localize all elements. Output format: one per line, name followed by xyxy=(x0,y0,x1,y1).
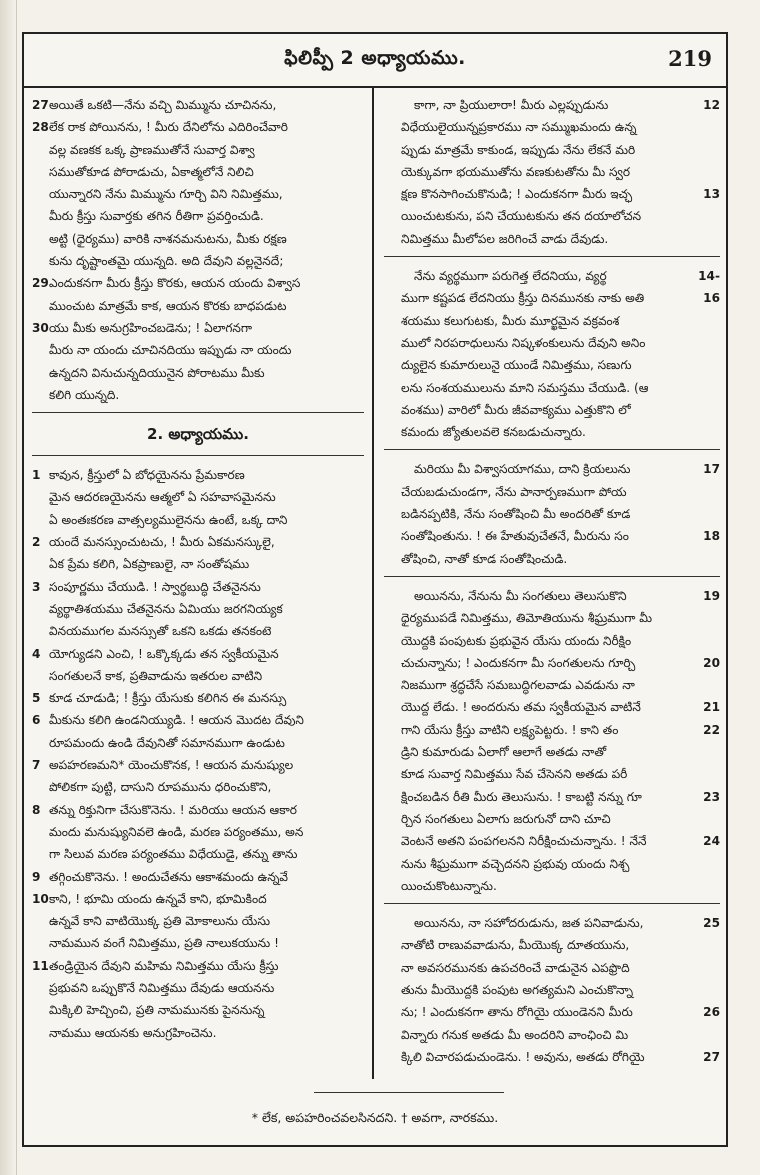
verse-text: ఎందుకనగా మీరు క్రీస్తు కొరకు, ఆయన యందు విశ్వాస xyxy=(49,276,301,291)
verse-number: 29 xyxy=(32,276,49,291)
text-line xyxy=(32,776,364,798)
text-line xyxy=(32,843,364,865)
verse-block-17-18 xyxy=(384,458,720,569)
text-line xyxy=(32,94,364,116)
verse-text: ఉన్నవే కాని వాటియొక్క ప్రతి మోకాలును యేసు xyxy=(49,914,271,929)
verse-text: యందే మనస్సుంచుటచు, ! మీరు ఏకమనస్కులై, xyxy=(49,535,275,550)
verse-text: వ్యర్థాతిశయము చేతనైనను ఏమియు జరగనియ్యక xyxy=(49,601,283,616)
verse-number: 3 xyxy=(32,579,41,594)
verse-text: కాగా, నా ప్రియులారా! మీరు ఎల్లప్పుడును xyxy=(414,98,609,112)
verse-text: యున్నారని నేను మిమ్మును గూర్చి విని నిమిత్తము, xyxy=(49,187,283,202)
text-line xyxy=(32,754,364,776)
verse-text: చుచున్నాను; ! ఎందుకనగా మీ సంగతులను గూర్చి xyxy=(401,655,636,670)
page-number: 219 xyxy=(668,46,712,71)
verse-text: కూడ సువార్త నిమిత్తము సేవ చేసెనని అతడు పరీ xyxy=(401,767,628,782)
text-line xyxy=(384,377,720,399)
verse-number: 16 xyxy=(703,291,720,306)
verse-number: 19 xyxy=(703,588,720,603)
text-line xyxy=(32,116,364,138)
verse-number: 10 xyxy=(32,891,49,906)
section-divider xyxy=(384,449,720,450)
text-line xyxy=(384,503,720,525)
text-line xyxy=(384,183,720,205)
text-line xyxy=(384,1024,720,1046)
verse-number: 14- xyxy=(698,269,720,284)
text-line xyxy=(32,932,364,954)
verse-block-ch2 xyxy=(32,464,364,1044)
verse-text: ప్రభువని ఒప్పుకొనే నిమిత్తము దేవుడు ఆయనను xyxy=(49,980,275,995)
text-line xyxy=(32,687,364,709)
text-line xyxy=(32,910,364,932)
verse-block-14-16 xyxy=(384,265,720,443)
text-line xyxy=(384,674,720,696)
section-divider xyxy=(384,576,720,577)
verse-number: 11 xyxy=(32,958,49,973)
verse-text: వంశము) వారిలో మీరు జీవవాక్యము ఎత్తుకొని లో xyxy=(401,402,631,417)
text-line xyxy=(32,999,364,1021)
text-line xyxy=(32,228,364,250)
verse-text: పోలికగా పుట్టి, దాసుని రూపమును ధరించుకొని, xyxy=(49,780,272,795)
verse-text: యెక్కువగా భయముతోను వణకుటతోను మీ స్వర xyxy=(401,164,631,179)
text-line xyxy=(384,808,720,830)
text-line xyxy=(384,354,720,376)
verse-text: ఉన్నదని వినుచున్నదియునైన పోరాటము మీకు xyxy=(49,365,265,380)
verse-text: అట్టి (ధైర్యము) వారికి నాశనమనుటను, మీకు రక్షణ xyxy=(49,231,287,246)
footnote: * లేక, అపహరించవలసినదని. † అవగా, నారకము. xyxy=(251,1110,499,1125)
verse-text: ములో నిరపరాధులును నిష్కళంకులును దేవుని అనిం xyxy=(401,335,646,350)
verse-number: 20 xyxy=(703,655,720,670)
verse-text: డ్రిని కుమారుడు ఏలాగో ఆలాగే అతడు నాతో xyxy=(401,745,607,760)
text-line xyxy=(32,1022,364,1044)
footnote-rule xyxy=(314,1092,504,1093)
verse-number: 18 xyxy=(703,529,720,544)
text-line xyxy=(32,161,364,183)
text-line xyxy=(384,421,720,443)
verse-number: 25 xyxy=(703,916,720,931)
verse-text: విధేయులైయున్నప్రకారము నా సమ్ముఖమందు ఉన్న xyxy=(401,120,637,135)
verse-text: అపహరణమని* యెంచుకొనక, ! ఆయన మనుష్యుల xyxy=(49,758,294,773)
verse-text: మీరు క్రీస్తు సువార్తకు తగిన రీతిగా ప్రవర్తించుడి. xyxy=(49,209,264,224)
verse-text: నిజముగా శ్రద్ధచేసే సమబుద్ధిగలవాడు ఎవడును నా xyxy=(401,678,635,693)
text-line xyxy=(32,821,364,843)
text-line xyxy=(384,139,720,161)
text-line xyxy=(384,161,720,183)
verse-text: యు మీకు అనుగ్రహించబడెను; ! ఏలాగనగా xyxy=(49,320,253,335)
verse-block-25-27 xyxy=(384,912,720,1068)
verse-text: లను సంశయములును మాని సమస్తము చేయుడి. (ఆ xyxy=(401,380,649,395)
text-line xyxy=(32,250,364,272)
book-page xyxy=(22,32,728,1147)
verse-text: మిక్కిలి హెచ్చించి, ప్రతి నామమునకు పైననున్న xyxy=(49,1003,265,1018)
verse-text: సముతోకూడ పోరాడుచు, ఏకాత్మలోనే నిలిచి xyxy=(49,164,254,179)
text-line xyxy=(32,665,364,687)
text-line xyxy=(384,853,720,875)
verse-text: కును దృష్టాంతమై యున్నది. అది దేవుని వల్లనైనదే; xyxy=(49,254,284,269)
text-line xyxy=(32,464,364,486)
text-line xyxy=(32,866,364,888)
text-line xyxy=(384,719,720,741)
verse-number: 23 xyxy=(703,789,720,804)
verse-text: ఏక ప్రేమ కలిగి, ఏకప్రాణులై, నా సంతోషము xyxy=(49,557,250,572)
text-line xyxy=(32,553,364,575)
verse-text: నేను వ్యర్థముగా పరుగెత్త లేదనియు, వ్యర్థ xyxy=(414,269,607,284)
verse-text: తోషించి, నాతో కూడ సంతోషించుడి. xyxy=(401,551,568,566)
right-column xyxy=(376,88,728,1079)
verse-text: ర్చిన సంగతులు ఏలాగు జరుగునో దాని చూచి xyxy=(401,811,611,826)
text-line xyxy=(384,607,720,629)
text-line xyxy=(384,481,720,503)
verse-text: క్కిలి విచారపడుచుండెను. ! అవును, అతడు రోగియై xyxy=(401,1049,645,1064)
verse-text: వెంటనే అతని పంపగలనని నిరీక్షించుచున్నాను. ! నేనే xyxy=(401,834,647,849)
verse-text: మీకును కలిగి ఉండనియ్యుడి. ! ఆయన మొదట దేవుని xyxy=(49,713,304,728)
text-line xyxy=(384,630,720,652)
text-line xyxy=(32,272,364,294)
verse-text: మైన ఆదరణయైనను ఆత్మలో ఏ సహవాసమైనను xyxy=(49,490,276,505)
text-line xyxy=(32,709,364,731)
text-line xyxy=(32,977,364,999)
page-body xyxy=(24,88,726,1079)
verse-text: ముగా కష్టపడ లేదనియు క్రీస్తు దినమునకు నాకు అతి xyxy=(401,291,645,306)
text-line xyxy=(384,652,720,674)
verse-text: తన్ను రిక్తునిగా చేసుకొనెను. ! మరియు ఆయన ఆకార xyxy=(49,802,297,817)
text-line xyxy=(384,957,720,979)
book-spine xyxy=(0,0,17,1175)
text-line xyxy=(32,888,364,910)
text-line xyxy=(384,205,720,227)
verse-number: 4 xyxy=(32,646,41,661)
verse-text: అయినను, నేనును మీ సంగతులు తెలుసుకొని xyxy=(414,588,627,603)
verse-text: నాతోటి రాణువవాడును, మీయొక్క దూతయును, xyxy=(401,938,630,953)
verse-text: మీరు నా యందు చూచినదియు ఇప్పుడు నా యందు xyxy=(49,343,292,358)
text-line xyxy=(384,287,720,309)
verse-text: వినయముగల మనస్సుతో ఒకని ఒకడు తనకంటె xyxy=(49,624,272,639)
verse-text: ముంచుట మాత్రమే కాక, ఆయన కొరకు బాధపడుట xyxy=(49,298,287,313)
running-title: ఫిలిప్పీ 2 అధ్యాయము. xyxy=(284,47,466,69)
verse-number: 7 xyxy=(32,758,41,773)
verse-text: గా సిలువ మరణ పర్యంతము విధేయుడై, తన్ను తాను xyxy=(49,847,298,862)
verse-text: మరియు మీ విశ్వాసయాగము, దాని క్రియలును xyxy=(414,462,631,477)
text-line xyxy=(32,295,364,317)
verse-number: 13 xyxy=(703,187,720,202)
text-line xyxy=(32,183,364,205)
verse-text: కావున, క్రీస్తులో ఏ బోధయైనను ప్రేమకారణ xyxy=(49,468,245,483)
verse-text: తగ్గించుకొనెను. ! అందుచేతను ఆకాశమందు ఉన్నవే xyxy=(49,869,288,884)
verse-text: ఏ అంతఃకరణ వాత్సల్యములైనను ఉంటే, ఒక్క దాని xyxy=(49,512,288,527)
verse-text: ప్పుడు మాత్రమే కాకుండ, ఇప్పుడు నేను లేకనే మరి xyxy=(401,142,636,157)
text-line xyxy=(32,486,364,508)
text-line xyxy=(32,576,364,598)
verse-number: 22 xyxy=(703,722,720,737)
verse-text: యించుటకును, పని చేయుటకును తన దయాలోచన xyxy=(401,209,642,224)
text-line xyxy=(384,934,720,956)
text-line xyxy=(384,1046,720,1068)
verse-text: ద్యులైన కుమారులునై యుండే నిమిత్తము, సణుగు xyxy=(401,358,632,373)
verse-text: విన్నారు గనుక అతడు మీ అందరిని వాంఛించి మి xyxy=(401,1027,629,1042)
text-line xyxy=(384,585,720,607)
text-line xyxy=(384,458,720,480)
verse-text: సంపూర్ణము చేయుడి. ! స్వార్థబుద్ధి చేతనైనను xyxy=(49,579,261,594)
text-line xyxy=(384,94,720,116)
verse-text: శయము కలుగుటకు, మీరు మూర్ఖమైన వక్రవంశ xyxy=(401,313,620,328)
text-line xyxy=(32,509,364,531)
text-line xyxy=(384,979,720,1001)
section-divider xyxy=(32,455,364,456)
chapter-heading: 2. అధ్యాయము. xyxy=(147,425,249,444)
verse-number: 8 xyxy=(32,802,41,817)
verse-text: నును శీఘ్రముగా వచ్చెదనని ప్రభువు యందు నిశ్చ xyxy=(401,856,630,871)
verse-number: 2 xyxy=(32,535,41,550)
verse-text: యించుకొంటున్నాను. xyxy=(401,878,497,893)
text-line xyxy=(32,339,364,361)
text-line xyxy=(32,384,364,406)
verse-text: నామము ఆయనకు అనుగ్రహించెను. xyxy=(49,1025,217,1040)
verse-text: రూపమందు ఉండి దేవునితో సమానముగా ఉండుట xyxy=(49,735,285,750)
text-line xyxy=(384,830,720,852)
left-column xyxy=(24,88,374,1079)
text-line xyxy=(384,265,720,287)
text-line xyxy=(384,116,720,138)
verse-number: 21 xyxy=(703,700,720,715)
verse-text: బడినప్పటికి, నేను సంతోషించి మీ అందరితో కూడ xyxy=(401,507,631,522)
text-line xyxy=(32,139,364,161)
text-line xyxy=(32,205,364,227)
verse-text: ను; ! ఎందుకనగా తాను రోగియై యుండెనని మీరు xyxy=(401,1005,633,1020)
verse-text: నామమున వంగే నిమిత్తము, ప్రతి నాలుకయును ! xyxy=(49,936,279,951)
verse-number: 28 xyxy=(32,120,49,135)
text-line xyxy=(384,741,720,763)
text-line xyxy=(384,332,720,354)
text-line xyxy=(384,696,720,718)
verse-text: నిమిత్తము మీలోపల జరిగించే వాడు దేవుడు. xyxy=(401,231,609,246)
text-line xyxy=(384,786,720,808)
text-line xyxy=(32,317,364,339)
text-line xyxy=(32,531,364,553)
verse-text: అయితే ఒకటి—నేను వచ్చి మిమ్మును చూచినను, xyxy=(49,98,277,112)
verse-text: సంగతులనే కాక, ప్రతివాడును ఇతరుల వాటిని xyxy=(49,668,263,683)
verse-text: కమందు జ్యోతులవలె కనబడుచున్నారు. xyxy=(401,425,586,440)
verse-text: గాని యేసు క్రీస్తు వాటిని లక్ష్యపెట్టరు. ! కాని తం xyxy=(401,722,619,737)
text-line xyxy=(384,1001,720,1023)
text-line xyxy=(32,620,364,642)
verse-text: ధైర్యముపడే నిమిత్తము, తిమోతియును శీఘ్రముగా మీ xyxy=(401,611,653,626)
verse-text: యొద్దకి పంపుటకు ప్రభువైన యేసు యందు నిరీక్షిం xyxy=(401,633,632,648)
verse-number: 6 xyxy=(32,713,41,728)
text-line xyxy=(384,912,720,934)
verse-number: 12 xyxy=(703,98,720,112)
verse-number: 27 xyxy=(703,1049,720,1064)
verse-number: 17 xyxy=(703,462,720,477)
text-line xyxy=(384,399,720,421)
verse-number: 9 xyxy=(32,869,41,884)
text-line xyxy=(32,643,364,665)
text-line xyxy=(384,228,720,250)
verse-text: కూడ చూడుడి; ! క్రీస్తు యేసుకు కలిగిన ఈ మనస్సు xyxy=(49,691,287,706)
verse-text: నా అవసరమునకు ఉపచరించే వాడునైన ఎపఫ్రొది xyxy=(401,960,630,975)
verse-block-12-13 xyxy=(384,94,720,250)
section-divider xyxy=(384,256,720,257)
verse-text: యొద్ద లేడు. ! అందరును తమ స్వకీయమైన వాటినే xyxy=(401,700,641,715)
verse-text: చేయబడుచుండగా, నేను పానార్పణముగా పోయ xyxy=(401,484,627,499)
text-line xyxy=(32,598,364,620)
verse-text: వల్ల వణకక ఒక్క ప్రాణముతోనే సువార్త విశ్వా xyxy=(49,142,255,157)
verse-block-ch1-end xyxy=(32,94,364,406)
verse-number: 30 xyxy=(32,320,49,335)
verse-text: క్షణ కొనసాగించుకొనుడి; ! ఎందుకనగా మీరు ఇచ్ఛ xyxy=(401,187,633,202)
verse-text: మందు మనుష్యునివలె ఉండి, మరణ పర్యంతము, అన xyxy=(49,824,304,839)
text-line xyxy=(32,362,364,384)
verse-text: తును మీయొద్దకి పంపుట అగత్యమని ఎంచుకొన్నా xyxy=(401,982,634,997)
text-line xyxy=(384,875,720,897)
verse-text: తండ్రియైన దేవుని మహిమ నిమిత్తము యేసు క్రీస్తు xyxy=(49,958,279,973)
section-divider xyxy=(384,903,720,904)
verse-text: లేక రాక పోయినను, ! మీరు దేనిలోను ఎదిరించేవారి xyxy=(49,120,288,135)
verse-text: కలిగి యున్నది. xyxy=(49,387,120,402)
section-divider xyxy=(32,412,364,413)
text-line xyxy=(384,525,720,547)
verse-block-19-24 xyxy=(384,585,720,897)
verse-text: యోగ్యుడని ఎంచి, ! ఒక్కొక్కడు తన స్వకీయమైన xyxy=(49,646,279,661)
verse-text: సంతోషింతును. ! ఈ హేతువుచేతనే, మీరును సం xyxy=(401,529,629,544)
text-line xyxy=(32,955,364,977)
text-line xyxy=(384,310,720,332)
text-line xyxy=(384,548,720,570)
verse-number: 1 xyxy=(32,468,41,483)
verse-number: 26 xyxy=(703,1005,720,1020)
verse-text: క్షించబడిన రీతి మీరు తెలుసును. ! కాబట్టి నన్ను గూ xyxy=(401,789,642,804)
verse-text: కాని, ! భూమి యందు ఉన్నవే కాని, భూమికింద xyxy=(49,891,267,906)
text-line xyxy=(32,799,364,821)
page-header xyxy=(24,34,726,88)
verse-text: అయినను, నా సహోదరుడును, జత పనివాడును, xyxy=(414,916,644,931)
verse-number: 24 xyxy=(703,834,720,849)
verse-number: 27 xyxy=(32,98,49,112)
text-line xyxy=(32,732,364,754)
verse-number: 5 xyxy=(32,691,41,706)
text-line xyxy=(384,763,720,785)
